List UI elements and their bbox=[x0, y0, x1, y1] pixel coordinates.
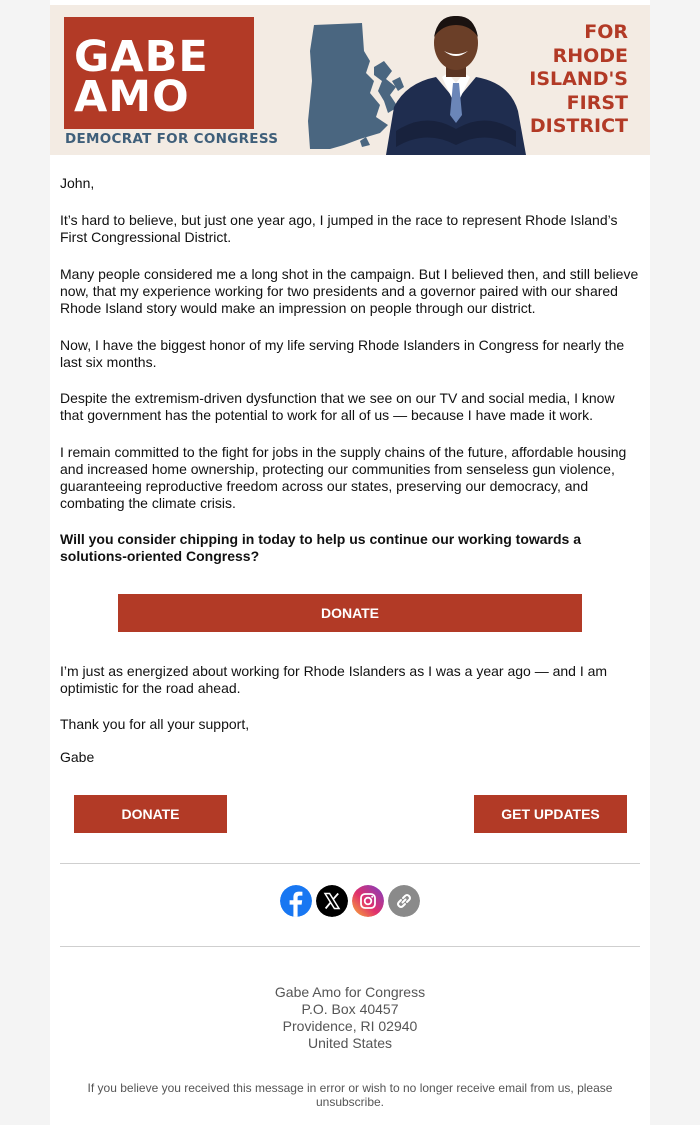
paragraph-2: Many people considered me a long shot in the campaign. But I believed then, and still believe now, that my experience working for two presidents and a governor paired with our shared Rhode Island story would make an impression on people through our district. bbox=[60, 266, 639, 316]
paragraph-5: I remain committed to the fight for jobs in the supply chains of the future, affordable housing and increased home ownership, protecting our communities from senseless gun violence, guaranteeing reproductive freedom across our states, preserving our democracy, and combating the climate crisis. bbox=[60, 444, 627, 511]
thanks-line: Thank you for all your support, bbox=[60, 716, 250, 732]
instagram-icon[interactable] bbox=[352, 885, 384, 917]
social-links bbox=[280, 885, 420, 917]
headline-line: DISTRICT bbox=[529, 115, 628, 137]
get-updates-button[interactable]: GET UPDATES bbox=[474, 795, 627, 833]
paragraph-4: Despite the extremism-driven dysfunction that we see on our TV and social media, I know that government has the potential to work for all of us — because I have made it work. bbox=[60, 390, 615, 423]
facebook-icon[interactable] bbox=[280, 885, 312, 917]
footer-country: United States bbox=[307, 1035, 393, 1051]
donate-button-main[interactable]: DONATE bbox=[118, 594, 582, 632]
logo-last-name: AMO bbox=[74, 72, 190, 122]
logo-tagline: DEMOCRAT FOR CONGRESS bbox=[65, 131, 279, 147]
headline-line: FOR bbox=[584, 21, 628, 43]
logo-first-name: GABE bbox=[74, 32, 209, 82]
paragraph-1: It’s hard to believe, but just one year ago, I jumped in the race to represent Rhode Island’s First Congressional District. bbox=[60, 212, 618, 245]
divider bbox=[60, 946, 640, 947]
x-icon[interactable] bbox=[316, 885, 348, 917]
divider bbox=[60, 863, 640, 864]
headline-line: FIRST bbox=[566, 91, 628, 114]
email-body bbox=[50, 0, 650, 1125]
district-headline bbox=[488, 21, 628, 139]
paragraph-3: Now, I have the biggest honor of my life serving Rhode Islanders in Congress for nearly the last six months. bbox=[60, 337, 625, 370]
headline-line: RHODE bbox=[552, 44, 628, 67]
donate-button[interactable]: DONATE bbox=[74, 795, 227, 833]
footer-org-name: Gabe Amo for Congress bbox=[274, 984, 426, 1000]
signature: Gabe bbox=[60, 749, 95, 765]
link-icon[interactable] bbox=[388, 885, 420, 917]
footer-city: Providence, RI 02940 bbox=[282, 1018, 418, 1034]
header-banner bbox=[50, 5, 650, 155]
donation-ask: Will you consider chipping in today to help us continue our working towards a solutions-oriented Congress? bbox=[60, 531, 582, 564]
paragraph-6: I’m just as energized about working for Rhode Islanders as I was a year ago — and I am optimistic for the road ahead. bbox=[60, 663, 608, 696]
unsubscribe-notice[interactable]: If you believe you received this message in error or wish to no longer receive email from us, please unsubscribe. bbox=[87, 1081, 613, 1109]
campaign-logo bbox=[64, 17, 254, 129]
headline-line: ISLAND'S bbox=[529, 68, 628, 90]
footer-po-box: P.O. Box 40457 bbox=[301, 1001, 399, 1017]
greeting: John, bbox=[60, 175, 95, 191]
